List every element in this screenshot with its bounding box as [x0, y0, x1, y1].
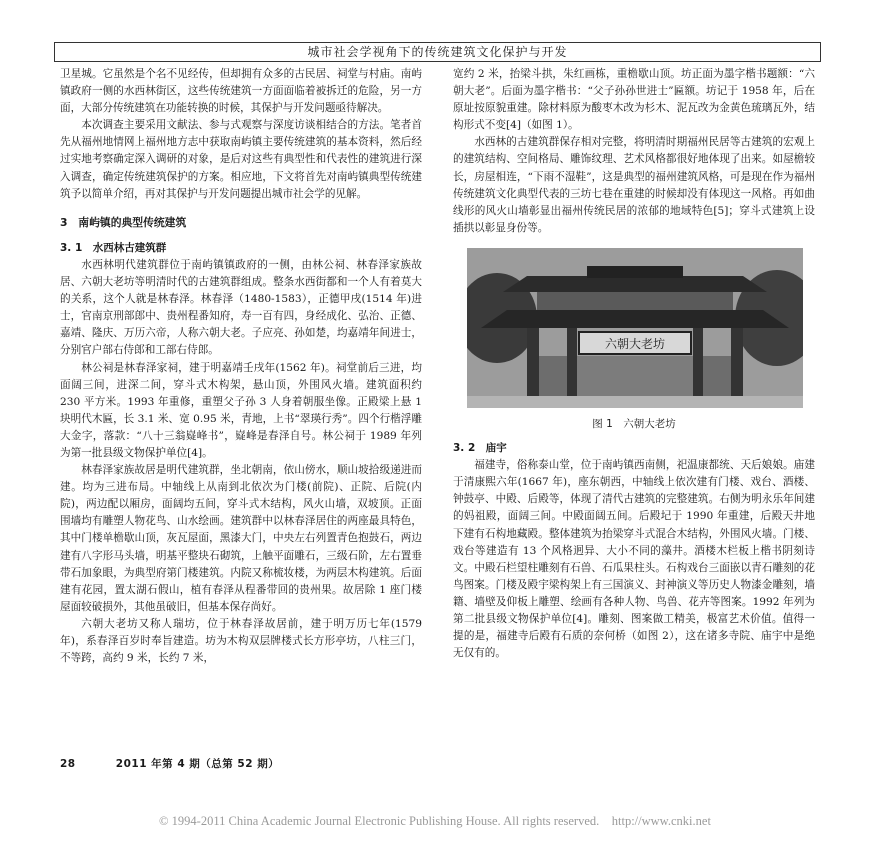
copyright-notice: © 1994-2011 China Academic Journal Electronic Publishing House. All rights reserved. http://www.cnki.net — [159, 814, 711, 828]
body-paragraph: 水西林的古建筑群保存相对完整，将明清时期福州民居等古建筑的宏观上的建筑结构、空间格局、雕饰纹理、艺术风格都很好地体现了出来。如屋檐较长，房屋相连，“下雨不湿鞋”，这是典型的福州建筑风格，可是现在作为福州传统建筑文化典型代表的三坊七巷在重建的时候却没有体现这一风格。再如曲线形的风火山墙彰显出福州传统民居的浓郁的地域特色[5]；穿斗式建筑上设插拱以彰显身份等。 — [453, 136, 815, 234]
page-footer — [60, 756, 279, 771]
page-number: 28 — [60, 758, 76, 770]
body-paragraph: 福建寺，俗称泰山堂，位于南屿镇西南侧，祀温康都统、天后娘娘。庙建于清康熙六年(1667 年)，座东朝西，中轴线上依次建有门楼、戏台、酒楼、钟鼓亭、中殿、后殿等，体现了清代古建筑的完整建筑。右侧为明永乐年间建的妈祖殿，面阔三间。中殿面阔五间。后殿圮于 1990 年重建，后殿天井地下建有石构地藏殿。整体建筑为抬梁穿斗式混合木结构，外围风火墙。门楼、戏台等建造有 13 个风格迥异、大小不同的藻井。酒楼木栏板上楷书阴刻诗文。中殿石栏望柱雕刻有石兽、石瓜果柱头。石构戏台三面嵌以青石雕刻的花鸟图案。门楼及殿宇梁构架上有三国演义、封神演义等历史人物漆金雕刻，墙籍、墙壁及仰板上雕塑、绘画有各种人物、鸟兽、花卉等图案。1992 年列为第二批县级文物保护单位[4]。雕刻、图案做工精美，极富艺术价值。值得一提的是，福建寺后殿有石质的奈何桥（如图 2），这在诸多寺院、庙宇中是绝无仅有的。 — [453, 459, 815, 660]
figure-caption: 图 1 六朝大老坊 — [592, 417, 676, 430]
right-column — [453, 66, 815, 662]
body-paragraph: 卫星城。它虽然是个名不见经传，但却拥有众多的古民居、祠堂与村庙。南屿镇政府一侧的水西林街区，这些传统建筑一方面面临着被拆迁的危险，另一方面，大部分传统建筑在功能转换的时候，其保护与开发问题亟待解决。 — [60, 68, 422, 115]
section-heading: 3 南屿镇的典型传统建筑 — [60, 215, 187, 229]
figure-1-photo — [467, 248, 803, 408]
body-paragraph: 六朝大老坊又称人瑞坊，位于林春泽故居前，建于明万历七年(1579 年)，系春泽百岁时奉旨建造。坊为木构双层牌楼式长方形亭坊，八柱三门，不等跨，高约 9 米，长约 7 米， — [60, 617, 422, 665]
body-paragraph: 水西林明代建筑群位于南屿镇镇政府的一侧，由林公祠、林春泽家族故居、六朝大老坊等明清时代的古建筑群组成。整条水西街都和一个人有着莫大的关系，这个人就是林春泽。林春泽（1480-1583），正德甲戌(1514 年)进士，官南京刑部郎中、贵州程番知府，寿一百有四，身经成化、弘治、正德、嘉靖、隆庆、万历六帝，人称六朝大老。子应亮、孙如楚，均嘉靖年间进士，分别官户部右侍郎和工部右侍郎。 — [60, 258, 422, 357]
running-header: 城市社会学视角下的传统建筑文化保护与开发 — [54, 42, 821, 62]
body-paragraph: 林公祠是林春泽家祠，建于明嘉靖壬戌年(1562 年)。祠堂前后三进，均面阔三间，进深二间，穿斗式木构架，悬山顶，外围风火墙。建筑面积约 230 平方米。1993 年重修，重塑父子孙 3 人身着朝服坐像。正殿梁上悬 1 块明代木匾，长 3.1 米、宽 0.95 米，青地，上书“翠瑛行秀”。四个行楷浮雕大金字，落款：“八十三翁嶷峰书”，嶷峰是春泽自号。林公祠于 1989 年列为第一批县级文物保护单位[4]。 — [60, 361, 422, 459]
body-paragraph: 宽约 2 米，抬梁斗拱，朱红画栋，重檐歇山顶。坊正面为墨字楷书题额：“六朝大老”。后面为墨字楷书：“父子孙孙世进士”匾额。坊记于 1958 年，后在原址按原貌重建。除材料原为酸枣木改为杉木、泥瓦改为金黄色琉璃瓦外，结构形式不变[4]（如图 1）。 — [453, 68, 815, 132]
plaque-text: 六朝大老坊 — [604, 336, 666, 351]
body-paragraph: 林春泽家族故居是明代建筑群，坐北朝南，依山傍水，顺山坡拾级递进而建。均为三进布局。中轴线上从南到北依次为门楼(前院)、正院、后院(内院)，两边配以厢房，面阔均五间，穿斗式木结构，风火山墙，双坡顶。正面围墙均有雕塑人物花鸟、山水绘画。建筑群中以林春泽居住的两座最具特色，其中门楼单檐歇山顶，灰瓦屋面，黑漆大门，中央左右列置青色抱鼓石，两边建有八字形马头墙，明基平整块石砌筑，上触平面雕石，三级石阶，左右置垂带石加象眼，为典型府第门楼建筑。内院又称梳妆楼，为两层木构建筑。后面建有花园，置太湖石假山，植有春泽从程番带回的贵州果。故居除 1 座门楼屋面较破损外，其他虽破旧，但基本保存尚好。 — [60, 464, 422, 613]
body-paragraph: 本次调查主要采用文献法、参与式观察与深度访谈相结合的方法。笔者首先从福州地情网上福州地方志中获取南屿镇主要传统建筑的基本资料，然后经过实地考察确定深入调研的对象，是后对这些有典型性和代表性的建筑进行深入调查，确定传统建筑保护的方案。相应地，下文将首先对南屿镇典型传统建筑予以简单介绍，再对其保护与开发问题提出城市社会学的见解。 — [60, 119, 422, 200]
archway-photo-image — [467, 248, 803, 408]
subsection-heading: 3. 1 水西林古建筑群 — [60, 241, 167, 254]
issue-info: 2011 年第 4 期（总第 52 期） — [115, 758, 280, 770]
subsection-heading: 3. 2 庙宇 — [453, 442, 507, 455]
left-column — [60, 66, 422, 667]
